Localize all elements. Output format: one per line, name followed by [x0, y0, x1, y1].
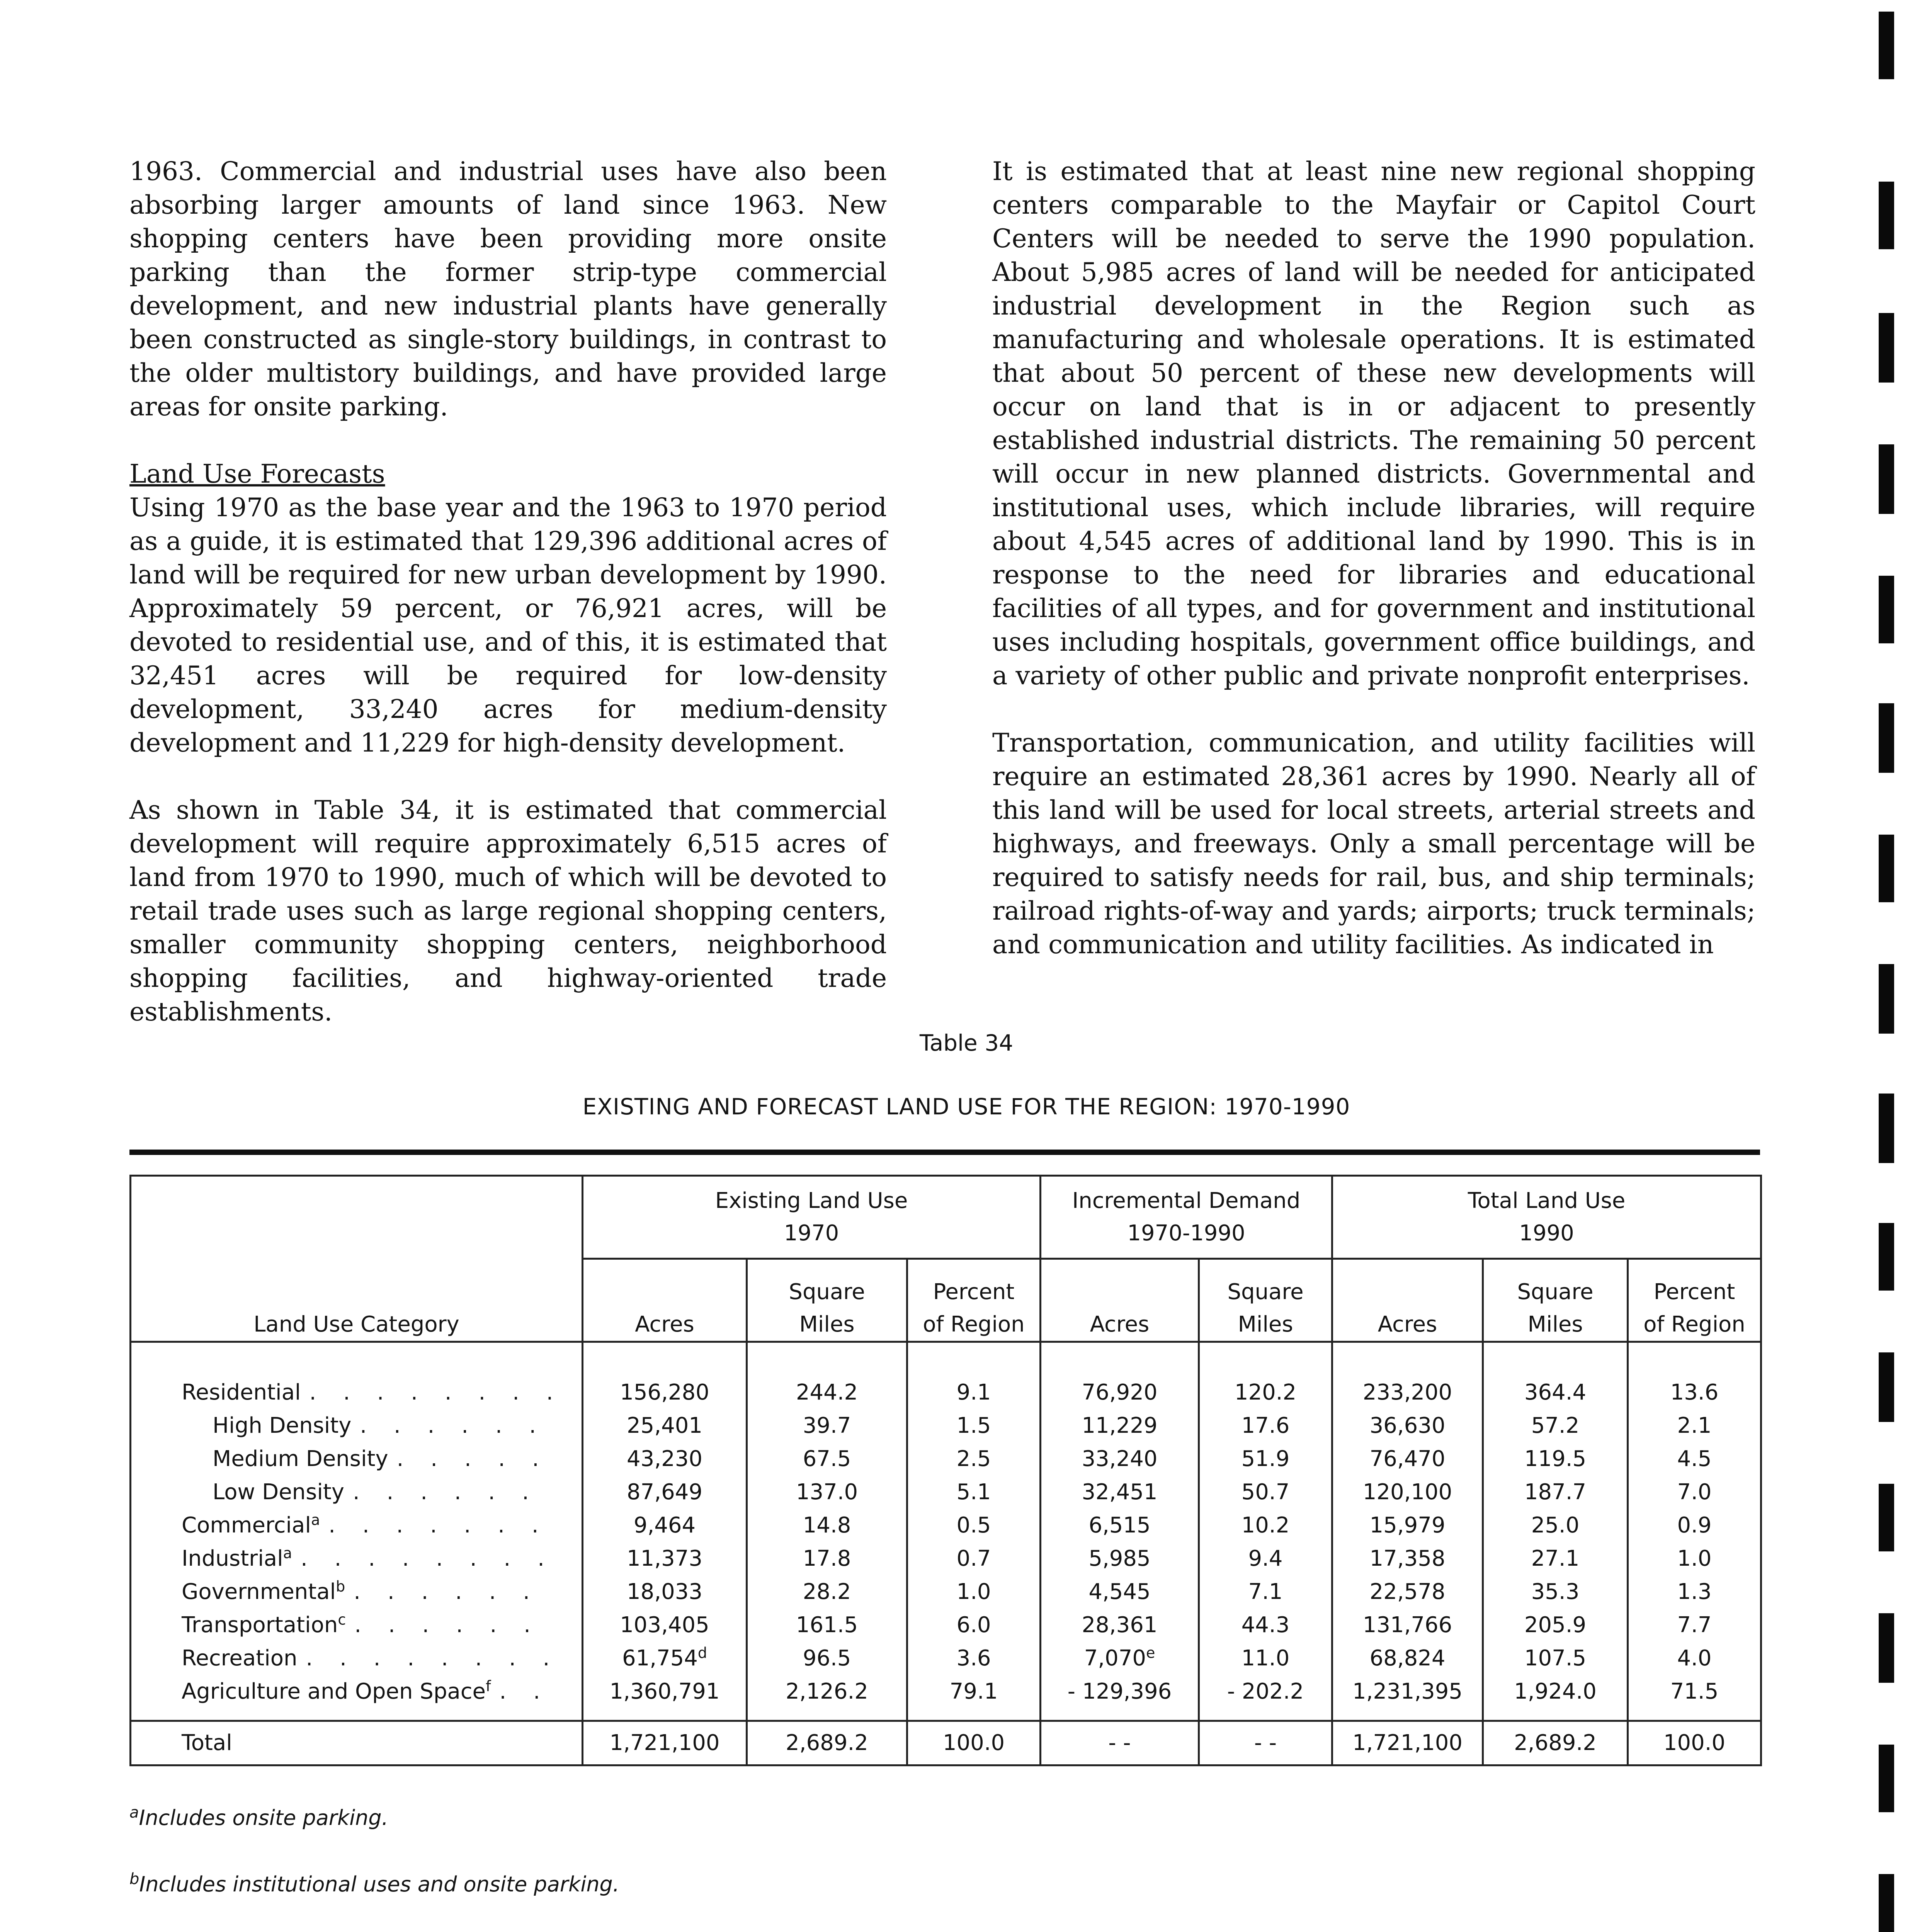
cell-value: 76,920 — [1082, 1380, 1158, 1405]
cell-value: 5,985 — [1088, 1546, 1151, 1571]
cell-value: 51.9 — [1241, 1446, 1290, 1471]
category-cell — [131, 1542, 583, 1575]
edge-mark — [1879, 1484, 1894, 1551]
cell-value: 15,979 — [1369, 1513, 1446, 1538]
existing-acres-cell: 1,721,100 — [583, 1721, 747, 1765]
table-row — [131, 1509, 1761, 1542]
category-label: Governmental — [182, 1579, 336, 1604]
footnote-ref: a — [283, 1544, 292, 1562]
header-line: 1990 — [1519, 1221, 1574, 1246]
total-square-miles-cell: 2,689.2 — [1483, 1721, 1628, 1765]
total-acres-cell — [1332, 1409, 1483, 1442]
header-line: Incremental Demand — [1072, 1188, 1301, 1213]
existing-land-use-header — [583, 1176, 1041, 1259]
spacer-row — [131, 1708, 1761, 1721]
cell-value: 17,358 — [1369, 1546, 1446, 1571]
cell-value: 61,754 — [622, 1646, 698, 1671]
total-percent-cell — [1628, 1509, 1761, 1542]
existing-percent-cell — [907, 1675, 1041, 1708]
category-label: High Density — [213, 1413, 352, 1438]
existing-square-miles-cell — [747, 1442, 907, 1476]
category-label: Industrial — [182, 1546, 283, 1571]
total-row — [131, 1721, 1761, 1765]
incremental-square-miles-cell — [1199, 1509, 1332, 1542]
existing-percent-cell — [907, 1575, 1041, 1609]
footnote-ref: f — [485, 1677, 491, 1695]
footnote-ref: e — [1146, 1644, 1155, 1662]
header-line: Total Land Use — [1468, 1188, 1626, 1213]
category-label: Agriculture and Open Space — [182, 1679, 486, 1704]
cell-value: 4,545 — [1088, 1579, 1151, 1604]
category-cell — [131, 1409, 583, 1442]
existing-percent-cell — [907, 1442, 1041, 1476]
total-square-miles-cell — [1483, 1542, 1628, 1575]
existing-square-miles-cell: 2,689.2 — [747, 1721, 907, 1765]
header-line: Percent — [933, 1279, 1015, 1304]
incremental-acres-cell — [1041, 1476, 1199, 1509]
existing-square-miles-cell — [747, 1542, 907, 1575]
cell-value: 9,464 — [633, 1513, 696, 1538]
existing-percent-cell: 100.0 — [907, 1721, 1041, 1765]
dot-leader: . . . . . . . . — [309, 1380, 563, 1405]
cell-value: 22,578 — [1369, 1579, 1446, 1604]
existing-square-miles-cell — [747, 1476, 907, 1509]
total-acres-cell — [1332, 1442, 1483, 1476]
header-line: Square — [1227, 1279, 1304, 1304]
existing-square-miles-cell — [747, 1642, 907, 1675]
table-footnotes — [129, 1803, 1760, 1932]
incremental-acres-cell — [1041, 1409, 1199, 1442]
edge-mark — [1879, 1874, 1894, 1932]
cell-value: 3.6 — [956, 1646, 991, 1671]
cell-value: 1,360,791 — [609, 1679, 720, 1704]
total-acres-cell — [1332, 1642, 1483, 1675]
paragraph-block — [129, 457, 887, 760]
cell-value: 10.2 — [1241, 1513, 1290, 1538]
existing-acres-cell — [583, 1609, 747, 1642]
cell-value: 2.1 — [1677, 1413, 1712, 1438]
left-text-column — [129, 155, 887, 1029]
table-row — [131, 1476, 1761, 1509]
cell-value: 87,649 — [627, 1480, 702, 1505]
cell-value: 4.5 — [1677, 1446, 1712, 1471]
edge-mark — [1879, 835, 1894, 902]
edge-mark — [1879, 576, 1894, 643]
table-body — [131, 1342, 1761, 1721]
cell-value: 364.4 — [1524, 1380, 1587, 1405]
existing-square-miles-cell — [747, 1409, 907, 1442]
cell-value: 0.5 — [956, 1513, 991, 1538]
cell-value: 244.2 — [796, 1380, 858, 1405]
incremental-acres-cell — [1041, 1376, 1199, 1409]
existing-acres-cell — [583, 1509, 747, 1542]
table-row — [131, 1575, 1761, 1609]
cell-value: 17.8 — [803, 1546, 851, 1571]
table-top-rule — [129, 1150, 1760, 1155]
cell-value: 0.9 — [1677, 1513, 1712, 1538]
incremental-acres-cell — [1041, 1609, 1199, 1642]
total-square-miles-cell — [1483, 1609, 1628, 1642]
edge-mark — [1879, 703, 1894, 773]
total-square-miles-cell — [1483, 1675, 1628, 1708]
total-square-miles-cell — [1483, 1442, 1628, 1476]
cell-value: 1.3 — [1677, 1579, 1712, 1604]
existing-percent-cell — [907, 1409, 1041, 1442]
edge-mark — [1879, 964, 1894, 1034]
header-line: Miles — [1238, 1312, 1293, 1337]
table-title: EXISTING AND FORECAST LAND USE FOR THE REGION: 1970-1990 — [582, 1094, 1350, 1120]
category-cell — [131, 1376, 583, 1409]
cell-value: 17.6 — [1241, 1413, 1290, 1438]
incremental-acres-cell — [1041, 1542, 1199, 1575]
cell-value: 96.5 — [803, 1646, 851, 1671]
section-subhead: Land Use Forecasts — [129, 459, 385, 489]
incremental-acres-cell — [1041, 1509, 1199, 1542]
dot-leader: . . . . . . . — [328, 1513, 549, 1538]
cell-value: 4.0 — [1677, 1646, 1712, 1671]
dot-leader: . . . . . . — [352, 1480, 539, 1505]
cell-value: 25.0 — [1531, 1513, 1580, 1538]
table-row — [131, 1376, 1761, 1409]
cell-value: 11,373 — [627, 1546, 702, 1571]
cell-value: 119.5 — [1524, 1446, 1587, 1471]
footnote-mark: b — [129, 1870, 139, 1888]
cell-value: - 129,396 — [1067, 1679, 1172, 1704]
dot-leader: . . . . . . — [360, 1413, 546, 1438]
header-line: Existing Land Use — [715, 1188, 908, 1213]
cell-value: 71.5 — [1670, 1679, 1719, 1704]
paragraph: As shown in Table 34, it is estimated that commercial development will require approximately 6,515 acres of land from 1970 to 1990, much of which will be devoted to retail trade uses such as large regional shopping centers, smaller community shopping centers, neighborhood shopping facilities, and highway-oriented trade establishments. — [129, 795, 887, 1027]
existing-percent-cell — [907, 1542, 1041, 1575]
total-land-use-header — [1332, 1176, 1761, 1259]
existing-square-miles-cell — [747, 1575, 907, 1609]
header-line: Square — [1517, 1279, 1594, 1304]
cell-value: 137.0 — [796, 1480, 858, 1505]
dot-leader: . . — [499, 1679, 550, 1704]
total-square-miles-cell — [1483, 1575, 1628, 1609]
cell-value: 18,033 — [627, 1579, 702, 1604]
footnote-a — [129, 1803, 1760, 1833]
edge-mark — [1879, 1352, 1894, 1422]
existing-percent-cell — [907, 1476, 1041, 1509]
cell-value: 6,515 — [1088, 1513, 1151, 1538]
category-cell — [131, 1442, 583, 1476]
cell-value: 7,070 — [1084, 1646, 1146, 1671]
cell-value: 36,630 — [1369, 1413, 1446, 1438]
category-column-header: Land Use Category — [131, 1176, 583, 1342]
category-cell — [131, 1609, 583, 1642]
edge-mark — [1879, 444, 1894, 514]
cell-value: 107.5 — [1524, 1646, 1587, 1671]
existing-percent-cell — [907, 1376, 1041, 1409]
square-miles-header — [747, 1259, 907, 1342]
header-line: of Region — [923, 1312, 1025, 1337]
cell-value: 11.0 — [1241, 1646, 1290, 1671]
table-row — [131, 1675, 1761, 1708]
dot-leader: . . . . . — [396, 1446, 549, 1471]
cell-value: 1,231,395 — [1352, 1679, 1463, 1704]
existing-percent-cell — [907, 1609, 1041, 1642]
cell-value: 161.5 — [796, 1612, 858, 1638]
header-line: Percent — [1653, 1279, 1735, 1304]
footnote-ref: a — [311, 1511, 320, 1529]
category-label: Transportation — [182, 1612, 338, 1638]
cell-value: 14.8 — [803, 1513, 851, 1538]
cell-value: 103,405 — [620, 1612, 709, 1638]
total-percent-cell — [1628, 1675, 1761, 1708]
cell-value: 6.0 — [956, 1612, 991, 1638]
edge-mark — [1879, 12, 1894, 79]
percent-of-region-header — [907, 1259, 1041, 1342]
existing-acres-cell — [583, 1376, 747, 1409]
incremental-square-miles-cell — [1199, 1442, 1332, 1476]
cell-value: 1.0 — [1677, 1546, 1712, 1571]
cell-value: 9.4 — [1248, 1546, 1283, 1571]
cell-value: 67.5 — [803, 1446, 851, 1471]
header-line: Square — [789, 1279, 865, 1304]
total-percent-cell — [1628, 1642, 1761, 1675]
paragraph: 1963. Commercial and industrial uses have also been absorbing larger amounts of land since 1963. New shopping centers have been providing more onsite parking than the former strip-type commercial development, and new industrial plants have generally been constructed as single-story buildings, in contrast to the older multistory buildings, and have provided large areas for onsite parking. — [129, 156, 887, 422]
paragraph: Using 1970 as the base year and the 1963 to 1970 period as a guide, it is estimated that 129,396 additional acres of land will be required for new urban development by 1990. Approximately 59 percent, or 76,921 acres, will be devoted to residential use, and of this, it is estimated that 32,451 acres will be required for low-density development, 33,240 acres for medium-density development and 11,229 for high-density development. — [129, 493, 887, 758]
table-row — [131, 1642, 1761, 1675]
incremental-square-miles-cell: - - — [1199, 1721, 1332, 1765]
incremental-acres-cell — [1041, 1675, 1199, 1708]
total-percent-cell — [1628, 1542, 1761, 1575]
header-line: of Region — [1643, 1312, 1745, 1337]
cell-value: 9.1 — [956, 1380, 991, 1405]
cell-value: 57.2 — [1531, 1413, 1580, 1438]
cell-value: 1,924.0 — [1514, 1679, 1597, 1704]
paragraph: Transportation, communication, and utility facilities will require an estimated 28,361 acres by 1990. Nearly all of this land will be used for local streets, arterial streets and highways, and freeways. Only a small percentage will be required to satisfy needs for rail, bus, and ship terminals; railroad rights-of-way and yards; airports; truck terminals; and communication and utility facilities. As indicated in — [992, 728, 1755, 959]
cell-value: 44.3 — [1241, 1612, 1290, 1638]
dot-leader: . . . . . . — [354, 1579, 540, 1604]
category-label: Residential — [182, 1380, 301, 1405]
existing-acres-cell — [583, 1409, 747, 1442]
cell-value: 233,200 — [1362, 1380, 1452, 1405]
cell-value: 39.7 — [803, 1413, 851, 1438]
existing-acres-cell — [583, 1675, 747, 1708]
category-label: Medium Density — [213, 1446, 388, 1471]
incremental-acres-cell: - - — [1041, 1721, 1199, 1765]
cell-value: 32,451 — [1082, 1480, 1158, 1505]
category-cell — [131, 1675, 583, 1708]
footnote-text: Includes institutional uses and onsite parking. — [139, 1872, 619, 1896]
cell-value: 11,229 — [1082, 1413, 1158, 1438]
footnote-ref: d — [697, 1644, 707, 1662]
cell-value: 76,470 — [1369, 1446, 1446, 1471]
cell-value: 7.0 — [1677, 1480, 1712, 1505]
cell-value: 205.9 — [1524, 1612, 1587, 1638]
acres-header: Acres — [583, 1259, 747, 1342]
cell-value: 79.1 — [949, 1679, 998, 1704]
incremental-square-miles-cell — [1199, 1409, 1332, 1442]
category-label: Low Density — [213, 1480, 344, 1505]
dot-leader: . . . . . . . . — [300, 1546, 554, 1571]
cell-value: 5.1 — [956, 1480, 991, 1505]
existing-acres-cell — [583, 1442, 747, 1476]
cell-value: 68,824 — [1369, 1646, 1446, 1671]
square-miles-header — [1483, 1259, 1628, 1342]
total-acres-cell — [1332, 1575, 1483, 1609]
existing-acres-cell — [583, 1575, 747, 1609]
existing-percent-cell — [907, 1642, 1041, 1675]
acres-header: Acres — [1332, 1259, 1483, 1342]
percent-of-region-header — [1628, 1259, 1761, 1342]
cell-value: 120.2 — [1234, 1380, 1297, 1405]
incremental-square-miles-cell — [1199, 1675, 1332, 1708]
cell-value: 28,361 — [1082, 1612, 1158, 1638]
existing-percent-cell — [907, 1509, 1041, 1542]
total-acres-cell — [1332, 1509, 1483, 1542]
existing-acres-cell — [583, 1476, 747, 1509]
total-square-miles-cell — [1483, 1476, 1628, 1509]
incremental-square-miles-cell — [1199, 1542, 1332, 1575]
incremental-acres-cell — [1041, 1575, 1199, 1609]
incremental-square-miles-cell — [1199, 1609, 1332, 1642]
edge-mark — [1879, 182, 1894, 249]
incremental-acres-cell — [1041, 1442, 1199, 1476]
category-cell — [131, 1476, 583, 1509]
table-row — [131, 1409, 1761, 1442]
incremental-square-miles-cell — [1199, 1476, 1332, 1509]
total-acres-cell — [1332, 1542, 1483, 1575]
table-number: Table 34 — [919, 1030, 1014, 1056]
existing-square-miles-cell — [747, 1675, 907, 1708]
cell-value: 1.0 — [956, 1579, 991, 1604]
cell-value: 7.7 — [1677, 1612, 1712, 1638]
spacer-row — [131, 1342, 1761, 1376]
dot-leader: . . . . . . — [354, 1612, 541, 1638]
total-acres-cell — [1332, 1609, 1483, 1642]
cell-value: 1.5 — [956, 1413, 991, 1438]
existing-square-miles-cell — [747, 1509, 907, 1542]
cell-value: 43,230 — [627, 1446, 702, 1471]
paragraph: It is estimated that at least nine new regional shopping centers comparable to the Mayfair or Capitol Court Centers will be needed to serve the 1990 population. About 5,985 acres of land will be needed for anticipated industrial development in the Region such as manufacturing and wholesale operations. It is estimated that about 50 percent of these new developments will occur on land that is in or adjacent to presently established industrial districts. The remaining 50 percent will occur in new planned districts. Governmental and institutional uses, which include libraries, will require about 4,545 acres of additional land by 1990. This is in response to the need for libraries and educational facilities of all types, and for government and institutional uses including hospitals, government office buildings, and a variety of other public and private nonprofit enterprises. — [992, 156, 1755, 690]
total-percent-cell — [1628, 1409, 1761, 1442]
existing-square-miles-cell — [747, 1609, 907, 1642]
total-acres-cell — [1332, 1476, 1483, 1509]
total-acres-cell: 1,721,100 — [1332, 1721, 1483, 1765]
total-percent-cell — [1628, 1476, 1761, 1509]
total-percent-cell — [1628, 1442, 1761, 1476]
acres-header: Acres — [1041, 1259, 1199, 1342]
footnote-ref: b — [336, 1578, 345, 1595]
total-acres-cell — [1332, 1675, 1483, 1708]
total-percent-cell — [1628, 1376, 1761, 1409]
cell-value: 25,401 — [627, 1413, 702, 1438]
footnote-b — [129, 1869, 1760, 1900]
table-row — [131, 1609, 1761, 1642]
existing-square-miles-cell — [747, 1376, 907, 1409]
footnote-ref: c — [338, 1611, 346, 1628]
cell-value: - 202.2 — [1227, 1679, 1304, 1704]
incremental-square-miles-cell — [1199, 1575, 1332, 1609]
existing-acres-cell — [583, 1542, 747, 1575]
header-line: Miles — [1527, 1312, 1583, 1337]
total-square-miles-cell — [1483, 1509, 1628, 1542]
category-label: Commercial — [182, 1513, 311, 1538]
right-text-column — [992, 155, 1755, 961]
cell-value: 50.7 — [1241, 1480, 1290, 1505]
total-square-miles-cell — [1483, 1642, 1628, 1675]
edge-mark — [1879, 1613, 1894, 1683]
land-use-table-container — [129, 1175, 1760, 1766]
header-line: 1970-1990 — [1127, 1221, 1245, 1246]
footnote-mark: a — [129, 1804, 139, 1821]
dot-leader: . . . . . . . . — [306, 1646, 560, 1671]
cell-value: 13.6 — [1670, 1380, 1719, 1405]
edge-mark — [1879, 1223, 1894, 1291]
header-line: 1970 — [784, 1221, 839, 1246]
total-percent-cell — [1628, 1609, 1761, 1642]
cell-value: 2,126.2 — [786, 1679, 868, 1704]
category-cell — [131, 1509, 583, 1542]
category-cell — [131, 1575, 583, 1609]
cell-value: 27.1 — [1531, 1546, 1580, 1571]
square-miles-header — [1199, 1259, 1332, 1342]
cell-value: 131,766 — [1362, 1612, 1452, 1638]
land-use-table — [129, 1175, 1762, 1766]
cell-value: 120,100 — [1362, 1480, 1452, 1505]
incremental-square-miles-cell — [1199, 1376, 1332, 1409]
cell-value: 35.3 — [1531, 1579, 1580, 1604]
table-group-header-row — [131, 1176, 1761, 1259]
edge-mark — [1879, 313, 1894, 383]
total-percent-cell — [1628, 1575, 1761, 1609]
incremental-square-miles-cell — [1199, 1642, 1332, 1675]
cell-value: 7.1 — [1248, 1579, 1283, 1604]
cell-value: 2.5 — [956, 1446, 991, 1471]
category-label: Recreation — [182, 1646, 298, 1671]
existing-acres-cell — [583, 1642, 747, 1675]
cell-value: 33,240 — [1082, 1446, 1158, 1471]
cell-value: 28.2 — [803, 1579, 851, 1604]
total-square-miles-cell — [1483, 1409, 1628, 1442]
incremental-acres-cell — [1041, 1642, 1199, 1675]
table-row — [131, 1542, 1761, 1575]
edge-mark — [1879, 1745, 1894, 1812]
total-label: Total — [131, 1721, 583, 1765]
total-percent-cell: 100.0 — [1628, 1721, 1761, 1765]
table-row — [131, 1442, 1761, 1476]
cell-value: 0.7 — [956, 1546, 991, 1571]
total-square-miles-cell — [1483, 1376, 1628, 1409]
total-acres-cell — [1332, 1376, 1483, 1409]
incremental-demand-header — [1041, 1176, 1332, 1259]
cell-value: 156,280 — [620, 1380, 709, 1405]
footnote-text: Includes onsite parking. — [139, 1806, 388, 1830]
cell-value: 187.7 — [1524, 1480, 1587, 1505]
header-line: Miles — [799, 1312, 855, 1337]
category-cell — [131, 1642, 583, 1675]
